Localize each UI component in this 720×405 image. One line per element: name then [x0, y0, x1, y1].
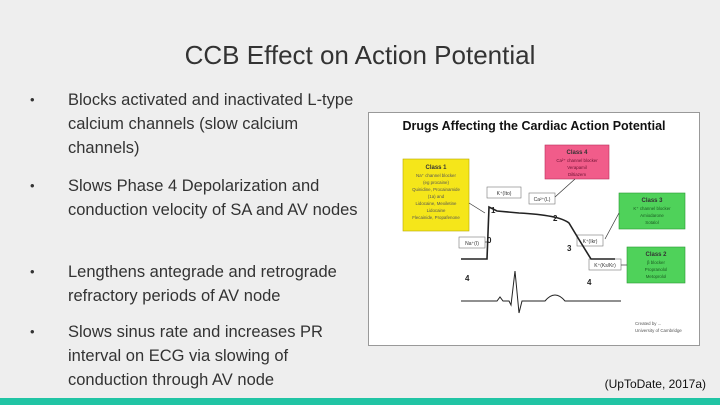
action-potential-diagram	[369, 113, 699, 345]
ecg-trace	[461, 271, 621, 313]
class1-line: (eg procaine)	[423, 180, 449, 185]
bullet-dot: •	[30, 178, 35, 193]
phase-label: 1	[491, 206, 496, 215]
bullet-text: Blocks activated and inactivated L-type calcium channels (slow calcium channels)	[68, 91, 354, 157]
class4-line: Diltiazem	[567, 172, 587, 177]
class1-line: Flecainide, Propafenone	[412, 215, 460, 220]
class4-heading: Class 4	[566, 150, 588, 156]
class3-line: K⁺ channel blocker	[633, 206, 671, 211]
slide-title: CCB Effect on Action Potential	[184, 40, 536, 70]
class1-line: Lidocaine	[426, 208, 446, 213]
class2-line: Metoprolol	[645, 274, 667, 279]
class1-line: Quinidine, Procainamide	[412, 187, 460, 192]
class2-line: β blocker	[647, 260, 665, 265]
phase-label: 4	[465, 274, 470, 283]
ion-label: Ca²⁺(L)	[533, 197, 551, 203]
bullet-item	[30, 88, 365, 160]
class4-line: Ca²⁺ channel blocker	[556, 158, 598, 163]
citation: (UpToDate, 2017a)	[604, 377, 706, 391]
bullet-item	[30, 174, 365, 222]
phase-label: 3	[567, 244, 572, 253]
class3-line: Amiodarone	[640, 213, 664, 218]
phase-label: 4	[587, 278, 592, 287]
bullet-dot: •	[30, 92, 35, 107]
arrow	[555, 179, 575, 197]
bullet-text: Slows Phase 4 Depolarization and conduction velocity of SA and AV nodes	[68, 177, 358, 219]
class1-line: Lidocaine, Mexiletine	[415, 201, 457, 206]
action-potential-figure	[368, 112, 700, 346]
action-potential-curve	[461, 207, 615, 259]
credit-line: University of Cambridge	[635, 328, 682, 333]
credit-line: Created by ...	[635, 321, 662, 326]
bullet-item	[30, 320, 365, 392]
arrow	[605, 213, 619, 239]
bullet-text: Lengthens antegrade and retrograde refractory periods of AV node	[68, 263, 337, 305]
phase-label: 0	[487, 236, 492, 245]
class3-line: Sotalol	[645, 220, 659, 225]
class2-heading: Class 2	[645, 252, 667, 258]
bullet-dot: •	[30, 324, 35, 339]
accent-bar	[0, 398, 720, 405]
arrow	[469, 203, 485, 213]
figure-title: Drugs Affecting the Cardiac Action Potential	[402, 119, 666, 133]
class4-line: Verapamil	[567, 165, 587, 170]
class1-line: Na⁺ channel blocker	[416, 173, 456, 178]
bullet-dot: •	[30, 264, 35, 279]
class2-line: Propranolol	[644, 267, 668, 272]
phase-label: 2	[553, 214, 558, 223]
ion-label: K⁺(Ito)	[496, 191, 512, 197]
class3-heading: Class 3	[641, 198, 663, 204]
ion-label: Na⁺(I)	[465, 241, 479, 247]
bullet-text: Slows sinus rate and increases PR interval on ECG via slowing of conduction through AV node	[68, 323, 323, 389]
ion-label: K⁺(Ks/Kr)	[594, 263, 616, 269]
ion-label: K⁺(Ikr)	[582, 239, 598, 245]
class1-heading: Class 1	[425, 165, 447, 171]
class1-line: (1a) and	[427, 194, 445, 199]
bullet-item	[30, 260, 365, 308]
